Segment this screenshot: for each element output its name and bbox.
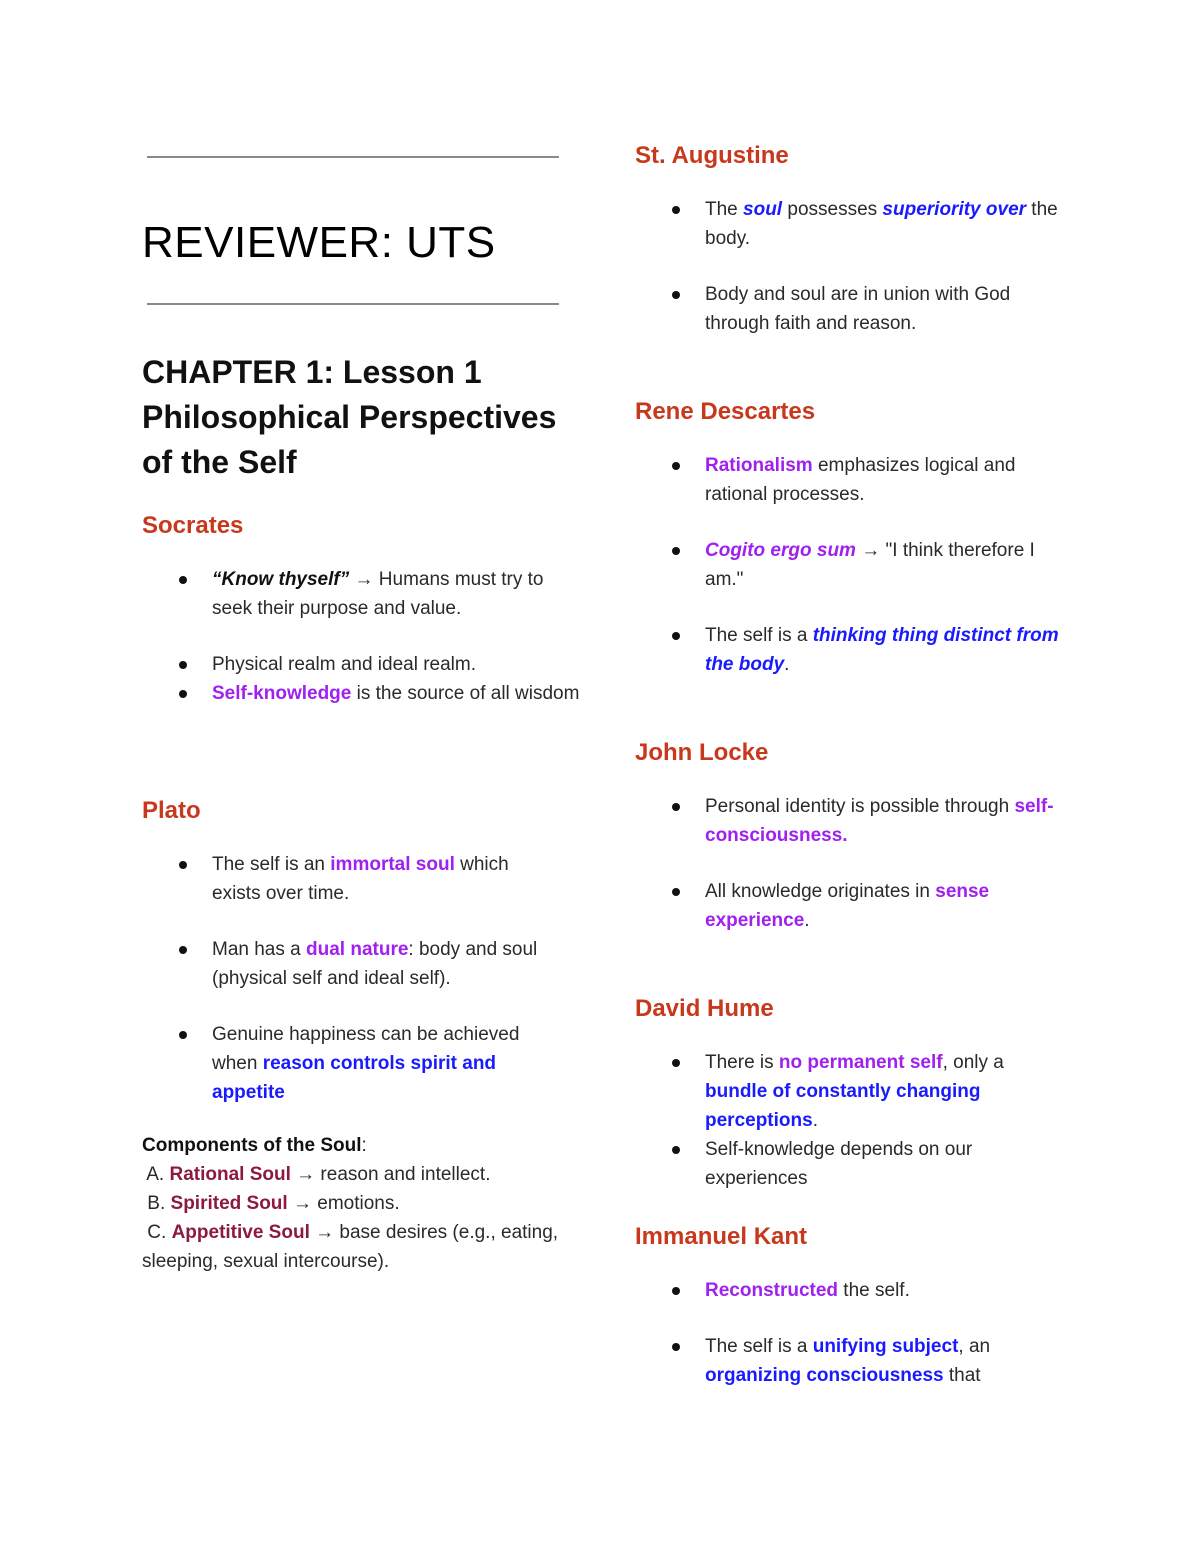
bottom-divider [147, 303, 559, 305]
section-augustine [635, 141, 1065, 338]
list-item: Self-knowledge depends on our experiences [635, 1135, 1065, 1193]
section-heading: St. Augustine [635, 142, 789, 169]
section-locke [635, 738, 1065, 935]
list-item: All knowledge originates in sense experience. [635, 877, 1065, 935]
list-item: The self is an immortal soul which exists over time. [142, 850, 562, 908]
list-item: The soul possesses superiority over the body. [635, 195, 1065, 253]
list-item: The self is a thinking thing distinct from the body. [635, 621, 1075, 679]
bullet-icon [179, 861, 187, 869]
bullet-icon [179, 576, 187, 584]
components-heading: Components of the Soul: [142, 1135, 367, 1156]
bullet-icon [179, 946, 187, 954]
list-item: Body and soul are in union with God through faith and reason. [635, 280, 1065, 338]
bullet-icon [672, 888, 680, 896]
section-plato [142, 796, 562, 1107]
list-item: Cogito ergo sum → "I think therefore I am." [635, 536, 1075, 594]
component-b: B. Spirited Soul → emotions. [142, 1193, 400, 1214]
list-item: There is no permanent self, only a bundle of constantly changing perceptions. [635, 1048, 1065, 1135]
bullet-icon [179, 1031, 187, 1039]
bullet-icon [672, 1287, 680, 1295]
bullet-icon [179, 661, 187, 669]
section-hume [635, 994, 1065, 1193]
section-socrates [142, 511, 582, 708]
bullet-icon [179, 690, 187, 698]
list-item: Self-knowledge is the source of all wisdom [142, 679, 582, 708]
list-item: Rationalism emphasizes logical and rational processes. [635, 451, 1075, 509]
soul-components [142, 1131, 582, 1276]
bullet-icon [672, 1059, 680, 1067]
bullet-icon [672, 462, 680, 470]
list-item: Physical realm and ideal realm. [142, 650, 582, 679]
list-item: Reconstructed the self. [635, 1276, 1065, 1305]
component-a: A. Rational Soul → reason and intellect. [142, 1164, 491, 1185]
list-item: Personal identity is possible through self-consciousness. [635, 792, 1065, 850]
component-c: C. Appetitive Soul → base desires (e.g., eating, sleeping, sexual intercourse). [142, 1222, 559, 1272]
bullet-icon [672, 803, 680, 811]
bullet-icon [672, 291, 680, 299]
section-heading: Socrates [142, 512, 244, 539]
section-heading: Plato [142, 797, 201, 824]
bullet-icon [672, 547, 680, 555]
bullet-icon [672, 632, 680, 640]
section-descartes [635, 397, 1075, 679]
section-heading: Immanuel Kant [635, 1223, 808, 1250]
bullet-icon [672, 1146, 680, 1154]
list-item: The self is a unifying subject, an organizing consciousness that [635, 1332, 1065, 1390]
section-heading: Rene Descartes [635, 398, 816, 425]
chapter-title: CHAPTER 1: Lesson 1 Philosophical Perspectives of the Self [142, 354, 557, 480]
top-divider [147, 156, 559, 158]
section-heading: David Hume [635, 995, 774, 1022]
list-item: Man has a dual nature: body and soul (physical self and ideal self). [142, 935, 562, 993]
section-kant [635, 1222, 1065, 1390]
bullet-icon [672, 206, 680, 214]
document-title: REVIEWER: UTS [142, 218, 496, 267]
list-item: “Know thyself” → Humans must try to seek their purpose and value. [142, 565, 582, 623]
list-item: Genuine happiness can be achieved when reason controls spirit and appetite [142, 1020, 562, 1107]
bullet-icon [672, 1343, 680, 1351]
section-heading: John Locke [635, 739, 769, 766]
